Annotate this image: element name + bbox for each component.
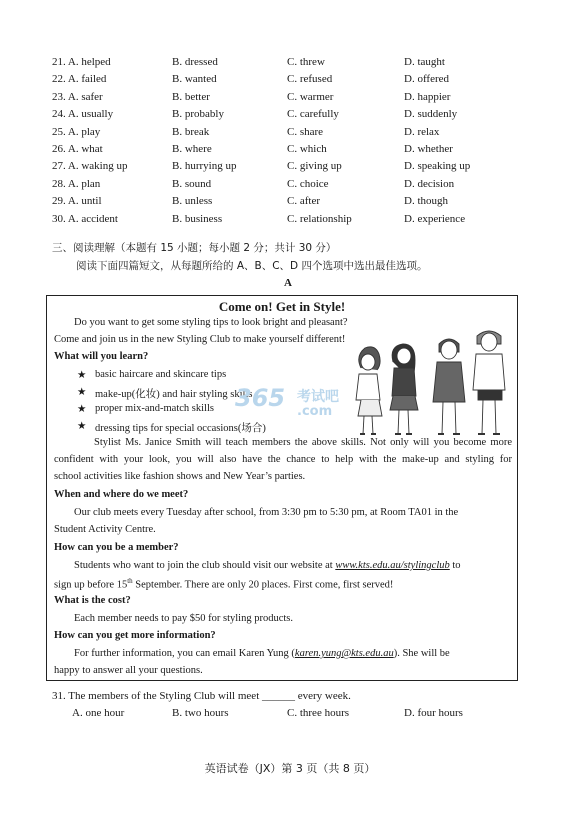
watermark-domain: .com bbox=[297, 404, 333, 419]
student-figure bbox=[473, 331, 505, 434]
cloze-option-row bbox=[0, 73, 580, 90]
option-d[interactable]: D. offered bbox=[404, 73, 449, 86]
when-line-2: Student Activity Centre. bbox=[54, 524, 156, 535]
students-illustration bbox=[349, 318, 514, 440]
option-a[interactable]: 22. A. failed bbox=[52, 73, 107, 86]
star-icon: ★ bbox=[77, 370, 87, 381]
option-d[interactable]: D. relax bbox=[404, 125, 440, 138]
option-c[interactable]: C. after bbox=[287, 195, 320, 208]
learn-item: proper mix-and-match skills bbox=[95, 403, 214, 414]
student-figure bbox=[433, 339, 465, 434]
q31-option-c[interactable]: C. three hours bbox=[287, 707, 350, 719]
member-text: September. There are only 20 places. First come, first served! bbox=[132, 579, 394, 591]
option-a[interactable]: 26. A. what bbox=[52, 143, 103, 155]
cloze-option-row bbox=[0, 160, 580, 177]
member-text: to bbox=[452, 560, 461, 571]
option-d[interactable]: D. whether bbox=[404, 143, 453, 155]
option-d[interactable]: D. decision bbox=[404, 177, 455, 190]
question-31-stem: 31. The members of the Styling Club will meet ______ every week. bbox=[52, 690, 351, 702]
contact-email-link[interactable]: karen.yung@kts.edu.au bbox=[294, 648, 394, 659]
cloze-option-row bbox=[0, 91, 580, 108]
option-b[interactable]: B. hurrying up bbox=[172, 160, 237, 173]
star-icon: ★ bbox=[77, 404, 87, 415]
cloze-option-row bbox=[0, 195, 580, 212]
option-d[interactable]: D. happier bbox=[404, 90, 451, 103]
option-c[interactable]: C. refused bbox=[287, 73, 333, 86]
section-heading: 三、阅读理解（本题有 15 小题；每小题 2 分；共计 30 分） bbox=[52, 242, 337, 254]
option-a[interactable]: 30. A. accident bbox=[52, 212, 118, 225]
star-icon: ★ bbox=[77, 387, 87, 398]
option-b[interactable]: B. wanted bbox=[172, 73, 217, 86]
option-c[interactable]: C. carefully bbox=[287, 108, 339, 121]
option-c[interactable]: C. share bbox=[287, 125, 324, 138]
info-text: ). She will be bbox=[393, 648, 450, 659]
watermark-logo: 365 bbox=[235, 384, 286, 412]
passage-box bbox=[46, 295, 518, 681]
option-b[interactable]: B. probably bbox=[172, 108, 224, 121]
passage-label: A bbox=[284, 277, 292, 289]
intro-line-1: Do you want to get some styling tips to look bright and pleasant? bbox=[74, 317, 348, 328]
cost-line-1: Each member needs to pay $50 for styling products. bbox=[74, 613, 293, 624]
intro-line-2: Come and join us in the new Styling Club to make yourself different! bbox=[54, 334, 346, 345]
member-line-2 bbox=[54, 577, 393, 591]
q31-option-d[interactable]: D. four hours bbox=[404, 707, 463, 719]
option-c[interactable]: C. threw bbox=[287, 56, 325, 68]
learn-item: basic haircare and skincare tips bbox=[95, 369, 227, 380]
q31-option-b[interactable]: B. two hours bbox=[172, 707, 229, 719]
option-c[interactable]: C. giving up bbox=[287, 160, 342, 173]
heading-cost: What is the cost? bbox=[54, 595, 131, 606]
option-c[interactable]: C. choice bbox=[287, 177, 329, 190]
option-b[interactable]: B. break bbox=[172, 125, 210, 138]
cloze-option-row bbox=[0, 108, 580, 125]
option-d[interactable]: D. speaking up bbox=[404, 160, 471, 173]
heading-when: When and where do we meet? bbox=[54, 489, 189, 500]
student-figure bbox=[356, 347, 382, 434]
option-d[interactable]: D. experience bbox=[404, 212, 466, 225]
option-d[interactable]: D. suddenly bbox=[404, 108, 458, 121]
page-footer: 英语试卷（JX）第 3 页（共 8 页） bbox=[204, 762, 376, 775]
cloze-option-row bbox=[0, 56, 580, 73]
learn-item: make-up(化妆) and hair styling skills bbox=[95, 389, 253, 400]
passage-title: Come on! Get in Style! bbox=[218, 299, 346, 314]
option-a[interactable]: 23. A. safer bbox=[52, 90, 103, 103]
info-line-2: happy to answer all your questions. bbox=[54, 665, 203, 676]
cloze-option-row bbox=[0, 143, 580, 160]
section-instruction: 阅读下面四篇短文，从每题所给的 A、B、C、D 四个选项中选出最佳选项。 bbox=[76, 260, 428, 272]
cloze-option-row bbox=[0, 213, 580, 230]
member-text: Students who want to join the club should visit our website at bbox=[74, 560, 333, 571]
option-b[interactable]: B. unless bbox=[172, 195, 213, 208]
option-c[interactable]: C. warmer bbox=[287, 90, 334, 103]
stylist-line-1: Stylist Ms. Janice Smith will teach members the above skills. Not only will you become more bbox=[94, 437, 512, 448]
club-website-link[interactable]: www.kts.edu.au/stylingclub bbox=[335, 560, 450, 571]
option-a[interactable]: 28. A. plan bbox=[52, 177, 101, 190]
option-b[interactable]: B. sound bbox=[172, 177, 212, 190]
option-b[interactable]: B. where bbox=[172, 143, 212, 155]
option-a[interactable]: 29. A. until bbox=[52, 195, 102, 208]
member-line-1 bbox=[54, 560, 461, 571]
option-d[interactable]: D. taught bbox=[404, 56, 445, 68]
option-d[interactable]: D. though bbox=[404, 195, 448, 208]
stylist-line-2: confident with your look, you will also have the chance to help with the make-up and styling for bbox=[54, 454, 512, 465]
learn-item: dressing tips for special occasions(场合) bbox=[95, 423, 266, 434]
option-b[interactable]: B. better bbox=[172, 90, 210, 103]
heading-learn: What will you learn? bbox=[54, 351, 149, 362]
when-line-1: Our club meets every Tuesday after school, from 3:30 pm to 5:30 pm, at Room TA01 in the bbox=[74, 507, 459, 518]
option-a[interactable]: 24. A. usually bbox=[52, 108, 114, 121]
student-figure bbox=[390, 344, 418, 434]
info-line-1 bbox=[54, 648, 450, 659]
heading-member: How can you be a member? bbox=[54, 542, 179, 553]
info-text: For further information, you can email Karen Yung ( bbox=[74, 648, 295, 659]
stylist-line-3: school activities like fashion shows and New Year’s parties. bbox=[54, 471, 306, 482]
star-icon: ★ bbox=[77, 421, 87, 432]
option-c[interactable]: C. relationship bbox=[287, 212, 352, 225]
cloze-option-row bbox=[0, 178, 580, 195]
heading-info: How can you get more information? bbox=[54, 630, 216, 641]
cloze-option-row bbox=[0, 126, 580, 143]
option-c[interactable]: C. which bbox=[287, 143, 327, 155]
ordinal-suffix: th bbox=[127, 577, 133, 585]
member-text: sign up before 15 bbox=[54, 579, 128, 591]
option-a[interactable]: 21. A. helped bbox=[52, 56, 111, 68]
option-a[interactable]: 27. A. waking up bbox=[52, 160, 128, 173]
option-b[interactable]: B. dressed bbox=[172, 56, 218, 68]
option-b[interactable]: B. business bbox=[172, 212, 223, 225]
q31-option-a[interactable]: A. one hour bbox=[72, 707, 125, 719]
option-a[interactable]: 25. A. play bbox=[52, 125, 101, 138]
watermark-text: 考试吧 bbox=[297, 389, 339, 405]
